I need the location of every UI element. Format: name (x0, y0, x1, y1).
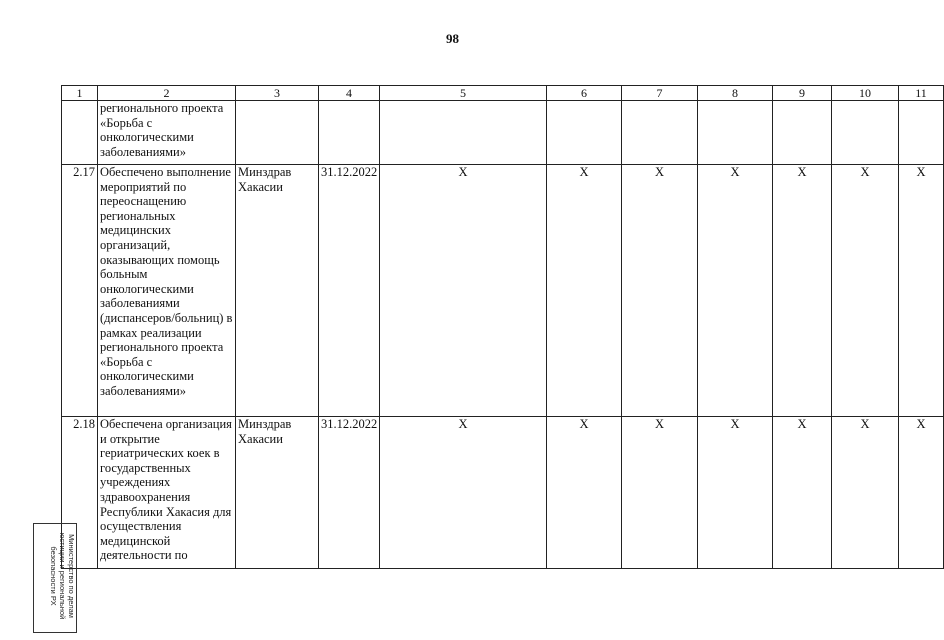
mark-cell: X (622, 165, 698, 417)
column-header: 8 (698, 86, 773, 101)
column-header: 4 (319, 86, 380, 101)
page-number: 98 (446, 31, 459, 46)
description-cell: регионального проекта «Борьба с онкологическими заболеваниями» (98, 101, 236, 165)
row-number: 2.18 (62, 417, 98, 569)
column-header: 9 (773, 86, 832, 101)
executor-cell: Минздрав Хакасии (236, 417, 319, 569)
row-number: 2.17 (62, 165, 98, 417)
column-header: 1 (62, 86, 98, 101)
mark-cell: X (622, 417, 698, 569)
column-header: 5 (380, 86, 547, 101)
mark-cell: X (899, 417, 944, 569)
mark-cell: X (547, 165, 622, 417)
mark-cell: X (698, 165, 773, 417)
column-header: 7 (622, 86, 698, 101)
table-row-continuation (62, 101, 944, 165)
column-header: 10 (832, 86, 899, 101)
description-cell: Обеспечено выполнение мероприятий по переоснащению региональных медицинских организаций, оказывающих помощь больным онкологическими заболеваниями (диспансеров/больниц) в рамках реализации регионального проекта «Борьба с онкологическими заболеваниями» (98, 165, 236, 417)
executor-cell: Минздрав Хакасии (236, 165, 319, 417)
mark-cell: X (899, 165, 944, 417)
column-header: 3 (236, 86, 319, 101)
mark-cell: X (773, 417, 832, 569)
column-header: 11 (899, 86, 944, 101)
mark-cell: X (832, 165, 899, 417)
mark-cell: X (380, 165, 547, 417)
table-row (62, 417, 944, 569)
mark-cell: X (773, 165, 832, 417)
table-row (62, 165, 944, 417)
description-cell: Обеспечена организация и открытие гериатрических коек в государственных учреждениях здравоохранения Республики Хакасия для осуществления медицинской деятельности по (98, 417, 236, 569)
date-cell: 31.12.2022 (319, 165, 380, 417)
plan-table (61, 85, 944, 569)
mark-cell: X (380, 417, 547, 569)
stamp-text: Министерство по делам юстиции и региональной безопасности РХ (49, 532, 76, 620)
column-number-row (62, 86, 944, 101)
column-header: 2 (98, 86, 236, 101)
mark-cell: X (698, 417, 773, 569)
mark-cell: X (547, 417, 622, 569)
date-cell: 31.12.2022 (319, 417, 380, 569)
mark-cell: X (832, 417, 899, 569)
column-header: 6 (547, 86, 622, 101)
